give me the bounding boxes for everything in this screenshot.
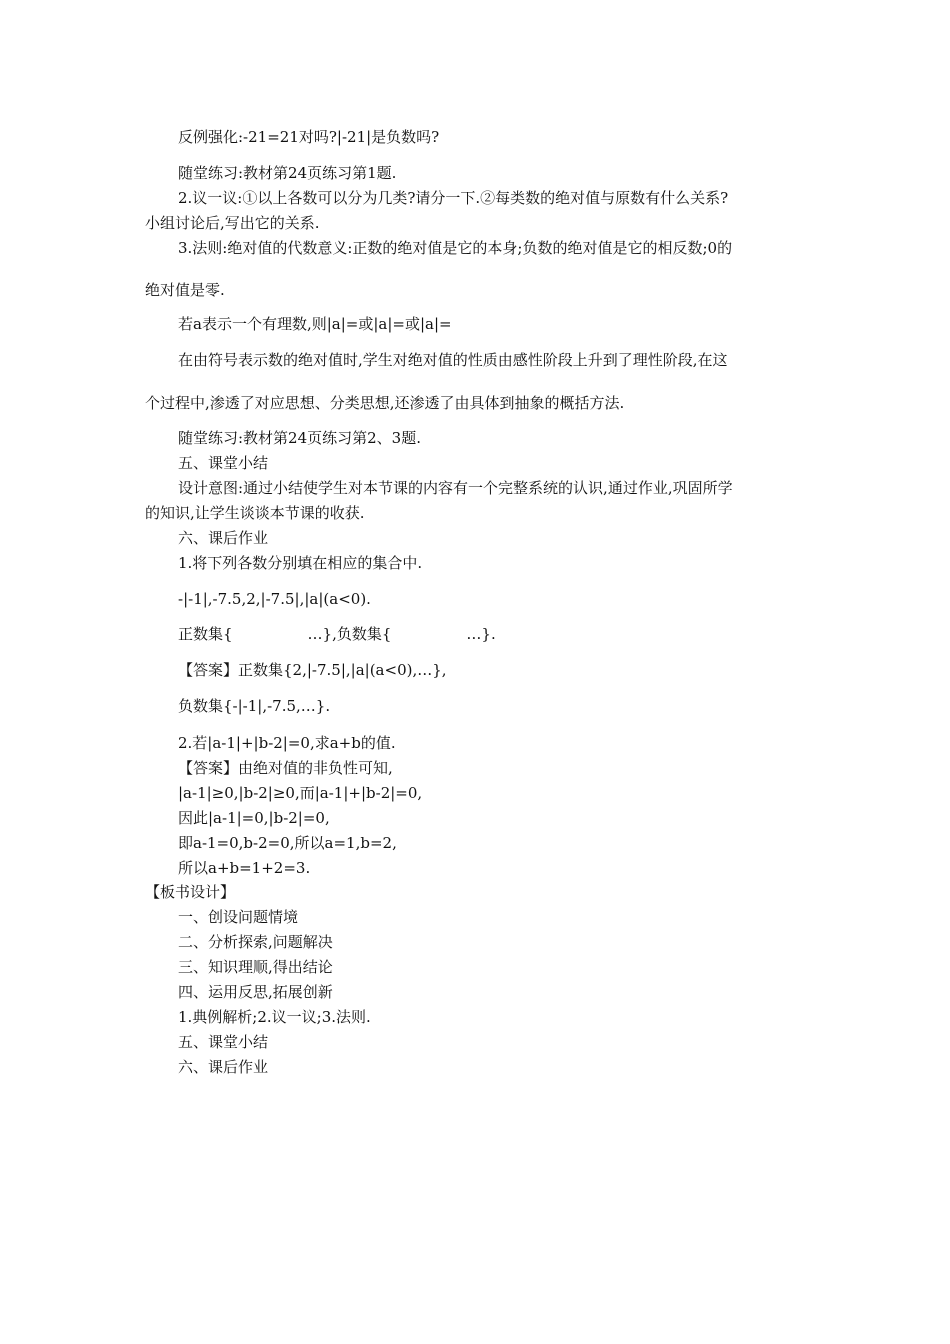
text-line: 个过程中,渗透了对应思想、分类思想,还渗透了由具体到抽象的概括方法. bbox=[145, 394, 625, 412]
text-line: 设计意图:通过小结使学生对本节课的内容有一个完整系统的认识,通过作业,巩固所学 bbox=[178, 479, 733, 497]
text-line: 随堂练习:教材第24页练习第1题. bbox=[178, 164, 397, 182]
outline-item: 五、课堂小结 bbox=[178, 1033, 269, 1051]
text-line: 1.将下列各数分别填在相应的集合中. bbox=[178, 554, 423, 572]
text-line: 绝对值是零. bbox=[145, 281, 225, 299]
text-line: 所以a+b=1+2=3. bbox=[178, 859, 311, 877]
text-line: 在由符号表示数的绝对值时,学生对绝对值的性质由感性阶段上升到了理性阶段,在这 bbox=[178, 351, 728, 369]
outline-item: 二、分析探索,问题解决 bbox=[178, 933, 333, 951]
text-line: 2.议一议:①以上各数可以分为几类?请分一下.②每类数的绝对值与原数有什么关系? bbox=[178, 189, 729, 207]
answer-line: 【答案】正数集{2,|-7.5|,|a|(a<0),…}, bbox=[178, 661, 447, 679]
answer-line: 负数集{-|-1|,-7.5,…}. bbox=[178, 697, 331, 715]
outline-item: 六、课后作业 bbox=[178, 1058, 269, 1076]
outline-item: 一、创设问题情境 bbox=[178, 908, 299, 926]
text-line: 3.法则:绝对值的代数意义:正数的绝对值是它的本身;负数的绝对值是它的相反数;0的 bbox=[178, 239, 733, 257]
answer-line: 【答案】由绝对值的非负性可知, bbox=[178, 759, 393, 777]
text-line: -|-1|,-7.5,2,|-7.5|,|a|(a<0). bbox=[178, 590, 371, 608]
section-heading: 【板书设计】 bbox=[145, 883, 236, 901]
text-line: 随堂练习:教材第24页练习第2、3题. bbox=[178, 429, 421, 447]
text-line: |a-1|≥0,|b-2|≥0,而|a-1|+|b-2|=0, bbox=[178, 784, 423, 802]
text-line: 若a表示一个有理数,则|a|=或|a|=或|a|= bbox=[178, 315, 452, 333]
text-line: 2.若|a-1|+|b-2|=0,求a+b的值. bbox=[178, 734, 396, 752]
outline-item: 1.典例解析;2.议一议;3.法则. bbox=[178, 1008, 371, 1026]
text-line: 的知识,让学生谈谈本节课的收获. bbox=[145, 504, 365, 522]
section-heading: 五、课堂小结 bbox=[178, 454, 269, 472]
text-line: 反例强化:-21=21对吗?|-21|是负数吗? bbox=[178, 128, 440, 146]
section-heading: 六、课后作业 bbox=[178, 529, 269, 547]
text-line: 因此|a-1|=0,|b-2|=0, bbox=[178, 809, 330, 827]
text-line: 正数集{ …},负数集{ …}. bbox=[178, 625, 496, 643]
outline-item: 四、运用反思,拓展创新 bbox=[178, 983, 333, 1001]
outline-item: 三、知识理顺,得出结论 bbox=[178, 958, 333, 976]
text-line: 小组讨论后,写出它的关系. bbox=[145, 214, 320, 232]
text-line: 即a-1=0,b-2=0,所以a=1,b=2, bbox=[178, 834, 397, 852]
